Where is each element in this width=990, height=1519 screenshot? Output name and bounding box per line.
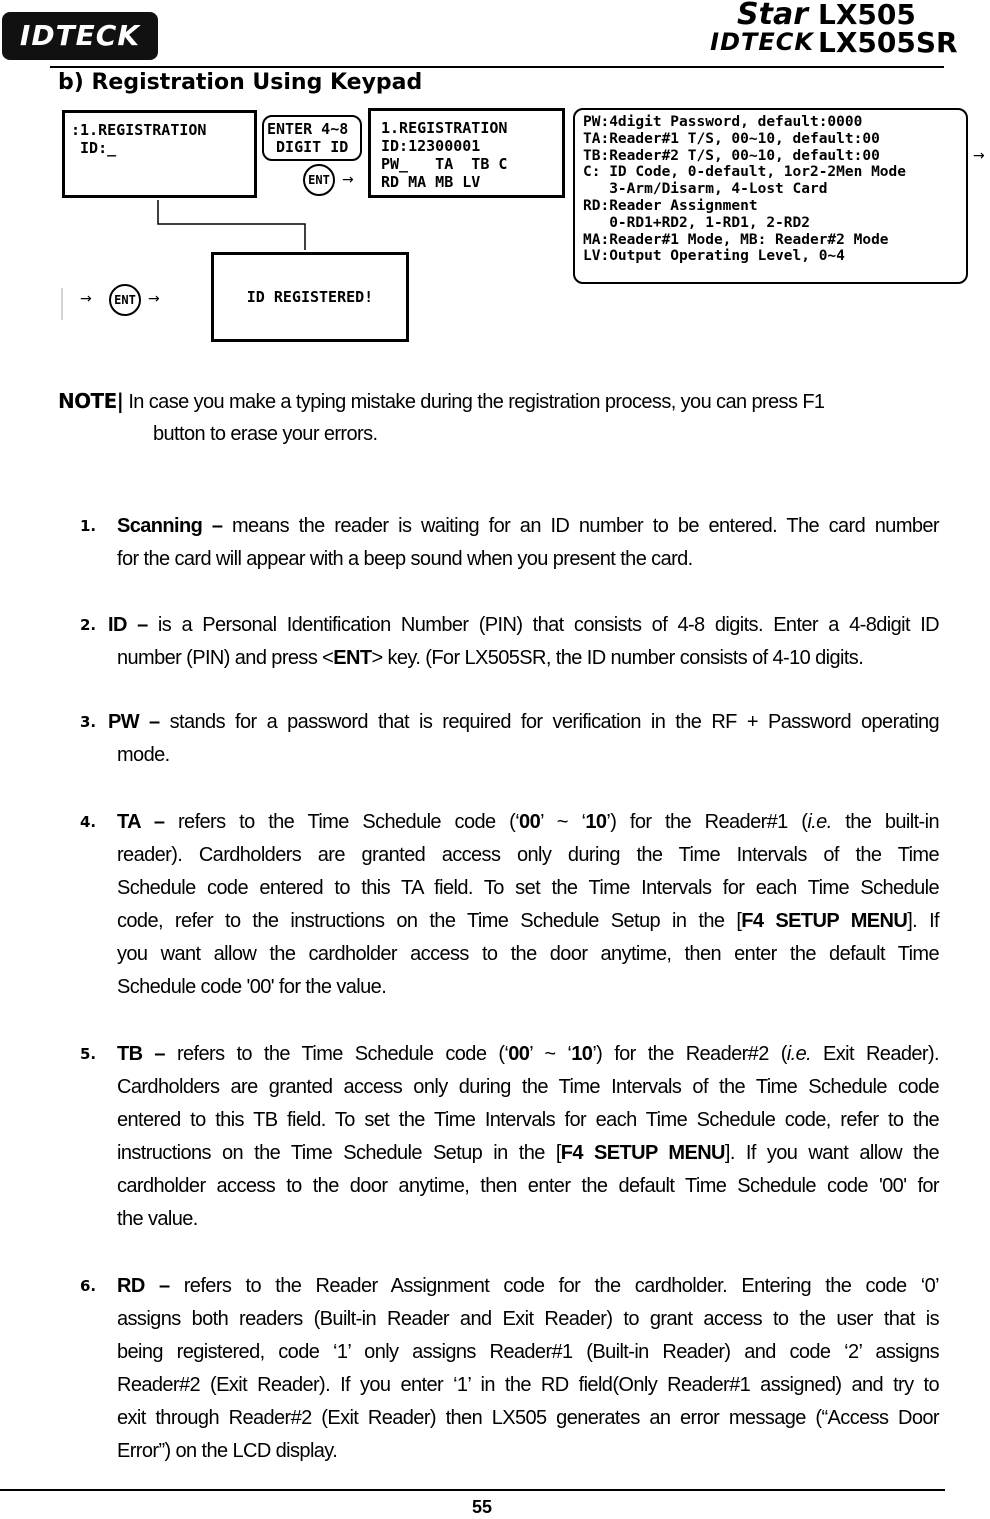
arrow-right-icon: → (80, 291, 92, 307)
item-text: ’ ~ ‘ (529, 1043, 572, 1065)
note-label: NOTE| (58, 389, 124, 413)
item-text: you want allow the cardholder access to the door anytime, then enter the default Time (117, 943, 939, 965)
item-text: Exit Reader). (811, 1043, 939, 1065)
item-text: ]. If (907, 910, 939, 932)
item-text: Schedule code '00' for the value. (117, 976, 387, 998)
code-value: 10 (585, 811, 607, 833)
item-text: being registered, code ‘1’ only assigns Reader#1 (Built-in Reader) and code ‘2’ assigns (117, 1341, 939, 1363)
model-name-lx505sr: LX505SR (818, 26, 958, 59)
ent-key-label: ENT (333, 647, 372, 669)
item-text: code, refer to the instructions on the Time Schedule Setup in the [ (117, 910, 742, 932)
item-text: is a Personal Identification Number (PIN) that consists of 4-8 digits. Enter a 4-8digit ID (157, 614, 939, 636)
term-scanning: Scanning – (117, 515, 223, 537)
section-title: b) Registration Using Keypad (58, 70, 423, 95)
term-ta: TA – (117, 811, 165, 833)
item-text: mode. (117, 744, 170, 766)
item-text: cardholder access to the door anytime, then enter the default Time Schedule code '00' for (117, 1175, 939, 1197)
item-text: stands for a password that is required for verification in the RF + Password operating (169, 711, 940, 733)
item-text: refers to the Time Schedule code (‘ (177, 811, 520, 833)
arrow-right-icon: → (148, 291, 160, 307)
list-item-rd (117, 1270, 939, 1468)
item-text: instructions on the Time Schedule Setup in the [ (117, 1142, 561, 1164)
footer-divider (0, 1489, 945, 1491)
item-text: ’ ~ ‘ (540, 811, 586, 833)
item-text: Error”) on the LCD display. (117, 1440, 338, 1462)
setup-menu-label: F4 SETUP MENU (741, 910, 908, 932)
code-value: 00 (519, 811, 541, 833)
item-text: number (PIN) and press < (117, 647, 334, 669)
item-text: for the card will appear with a beep sound when you present the card. (117, 548, 693, 570)
ent-key-icon: ENT (109, 284, 141, 316)
item-text: Cardholders are granted access only during the Time Intervals of the Time Schedule code (117, 1076, 939, 1098)
list-item-id (108, 609, 939, 675)
item-text: Schedule code entered to this TA field. To set the Time Intervals for each Time Schedule (117, 877, 939, 899)
note-text: In case you make a typing mistake during the registration process, you can press F1 (128, 391, 825, 413)
item-text: assigns both readers (Built-in Reader and Exit Reader) to grant access to the user that is (117, 1308, 939, 1330)
field-notes-box: PW:4digit Password, default:0000 TA:Reader#1 T/S, 00~10, default:00 TB:Reader#2 T/S, 00~10, default:00 C: ID Code, 0-default, 1or2-2Men Mode 3-Arm/Disarm, 4-Lost Card RD:Reader Assignment 0-RD1+RD2, 1-RD1, 2-RD2 MA:Reader#1 Mode, MB: Reader#2 Mode LV:Output Operating Level, 0~4 (573, 108, 968, 284)
lcd-id-registered: ID REGISTERED! (211, 252, 409, 342)
term-tb: TB – (117, 1043, 165, 1065)
list-number: 4. (80, 813, 97, 831)
list-number: 2. (80, 616, 97, 634)
note-paragraph (58, 385, 938, 419)
list-item-pw (108, 706, 939, 772)
item-text: refers to the Time Schedule code (‘ (176, 1043, 509, 1065)
lcd-registration-fields: 1.REGISTRATION ID:12300001 PW_ TA TB C RD MA MB LV (368, 108, 565, 198)
item-text: i.e. (786, 1043, 812, 1065)
arrow-right-icon: → (973, 148, 985, 164)
item-text: ’) for the Reader#2 ( (592, 1043, 787, 1065)
lcd-registration-id: :1.REGISTRATION ID:_ (62, 110, 257, 198)
registration-diagram (0, 100, 990, 350)
item-text: i.e. (807, 811, 832, 833)
item-text: ]. If you want allow the (724, 1142, 939, 1164)
brand-logo: IDTECK (710, 28, 814, 56)
item-text: > key. (For LX505SR, the ID number consists of 4-10 digits. (371, 647, 864, 669)
page-number: 55 (471, 1497, 493, 1517)
list-number: 3. (80, 713, 97, 731)
term-id: ID – (108, 614, 148, 636)
item-text: Reader#2 (Exit Reader). If you enter ‘1’ in the RD field(Only Reader#1 assigned) and try to (117, 1374, 939, 1396)
item-text: refers to the Reader Assignment code for the cardholder. Entering the code ‘0’ (183, 1275, 939, 1297)
list-number: 1. (80, 517, 97, 535)
list-item-scanning (117, 510, 939, 576)
item-text: reader). Cardholders are granted access only during the Time Intervals of the Time (117, 844, 939, 866)
list-item-tb (117, 1038, 939, 1236)
setup-menu-label: F4 SETUP MENU (560, 1142, 725, 1164)
term-rd: RD – (117, 1275, 170, 1297)
star-logo: Star (737, 0, 808, 32)
item-text: ’) for the Reader#1 ( (606, 811, 808, 833)
code-value: 10 (571, 1043, 593, 1065)
list-number: 6. (80, 1277, 97, 1295)
prompt-enter-digit-id: ENTER 4~8 DIGIT ID (262, 115, 362, 161)
item-text: the value. (117, 1208, 198, 1230)
ent-key-icon: ENT (303, 164, 335, 196)
item-text: means the reader is waiting for an ID number to be entered. The card number (231, 515, 939, 537)
idteck-logo: IDTECK (2, 12, 158, 60)
model-name-lx505: LX505 (818, 0, 916, 31)
item-text: entered to this TB field. To set the Time Intervals for each Time Schedule code, refer to the (117, 1109, 939, 1131)
code-value: 00 (508, 1043, 530, 1065)
term-pw: PW – (108, 711, 160, 733)
list-number: 5. (80, 1045, 97, 1063)
note-text-continued: button to erase your errors. (153, 423, 378, 445)
item-text: exit through Reader#2 (Exit Reader) then LX505 generates an error message (“Access Door (117, 1407, 939, 1429)
item-text: the built-in (831, 811, 939, 833)
arrow-right-icon: → (342, 172, 354, 188)
list-item-ta (117, 806, 939, 1004)
